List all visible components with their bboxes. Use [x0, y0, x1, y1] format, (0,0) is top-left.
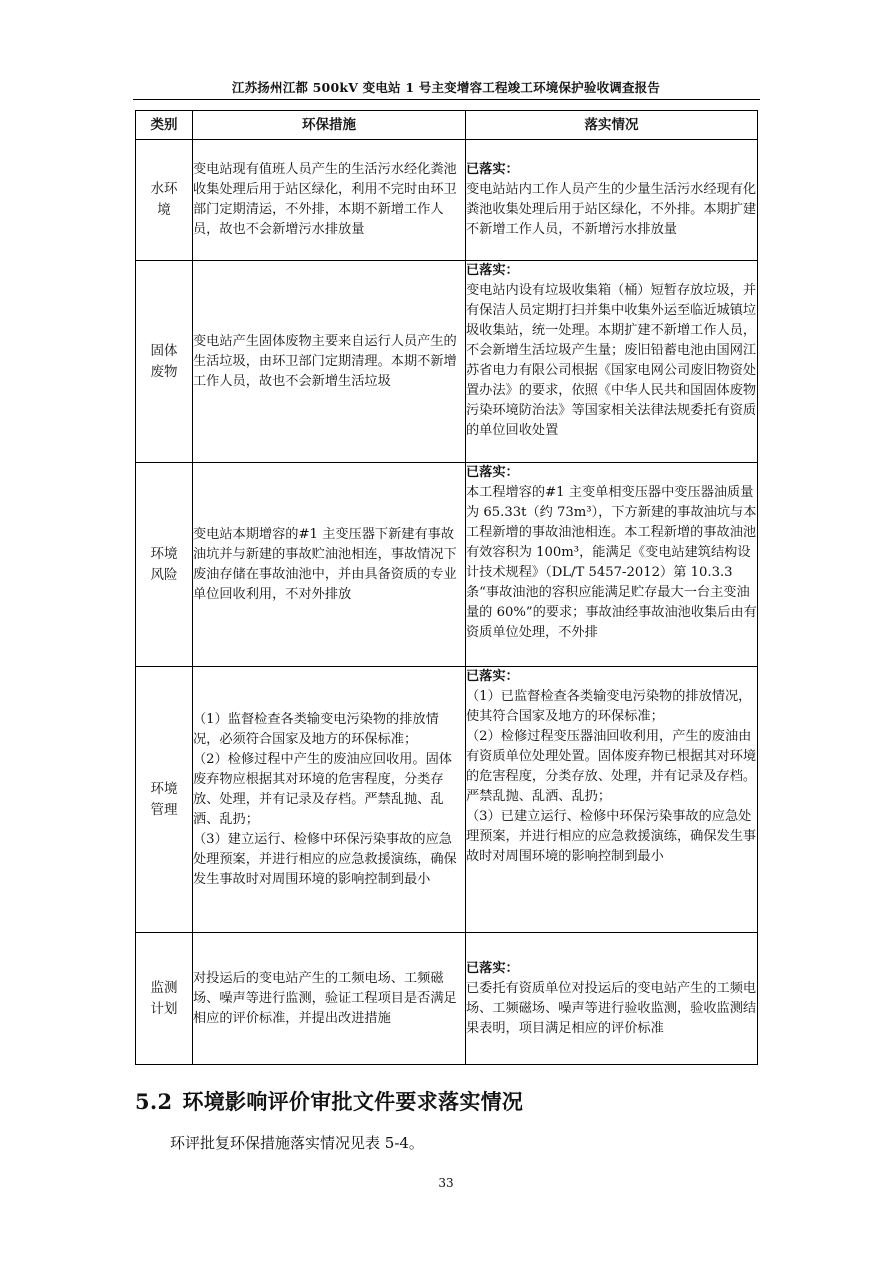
body-paragraph: 环评批复环保措施落实情况见表 5-4。	[170, 1134, 424, 1152]
table-row	[136, 463, 758, 667]
header-divider	[133, 99, 760, 100]
measure-cell: 变电站现有值班人员产生的生活污水经化粪池收集处理后用于站区绿化，利用不完时由环卫部门定期清运，不外排，本期不新增工作人员，故也不会新增污水排放量	[193, 140, 466, 261]
measure-cell: 对投运后的变电站产生的工频电场、工频磁场、噪声等进行监测，验证工程项目是否满足相应的评价标准，并提出改进措施	[193, 933, 466, 1065]
result-cell	[466, 463, 758, 667]
table-row	[136, 140, 758, 261]
measure-cell: 变电站产生固体废物主要来自运行人员产生的生活垃圾，由环卫部门定期清理。本期不新增工作人员，故也不会新增生活垃圾	[193, 261, 466, 463]
section-heading	[135, 1086, 523, 1116]
result-cell	[466, 261, 758, 463]
section-title: 环境影响评价审批文件要求落实情况	[182, 1089, 524, 1114]
result-text: 变电站内设有垃圾收集箱（桶）短暂存放垃圾，并有保洁人员定期打扫并集中收集外运至临近城镇垃圾收集站，统一处理。本期扩建不新增工作人员，不会新增生活垃圾产生量；废旧铅蓄电池由国网江苏省电力有限公司根据《国家电网公司废旧物资处置办法》的要求，依照《中华人民共和国固体废物污染环境防治法》等国家相关法律法规委托有资质的单位回收处置	[466, 283, 757, 438]
status-label: 已落实：	[466, 669, 519, 684]
result-text: 已委托有资质单位对投运后的变电站产生的工频电场、工频磁场、噪声等进行验收监测，验收监测结果表明，项目满足相应的评价标准	[466, 980, 757, 1036]
column-header-category: 类别	[136, 111, 193, 140]
page-number: 33	[438, 1176, 454, 1190]
status-label: 已落实：	[466, 465, 519, 480]
status-label: 已落实：	[466, 960, 519, 976]
result-cell	[466, 933, 758, 1065]
result-text: 本工程增容的#1 主变单相变压器中变压器油质量为 65.33t（约 73m³），下方新建的事故油坑与本工程新增的事故油池相连。本工程新增的事故油池有效容积为 100m³，能满足《变电站建筑结构设计技术规程》（DL/T 5457-2012）第 10.3.3 条“事故油池的容积应能满足贮存最大一台主变油量的 60%”的要求；事故油经事故油池收集后由有资质单位处理，不外排	[466, 485, 757, 640]
category-cell: 固体废物	[136, 261, 193, 463]
category-cell: 水环境	[136, 140, 193, 261]
page-header: 江苏扬州江都 500kV 变电站 1 号主变增容工程竣工环境保护验收调查报告	[231, 80, 661, 95]
result-cell	[466, 140, 758, 261]
column-header-result: 落实情况	[466, 111, 758, 140]
result-text: 变电站站内工作人员产生的少量生活污水经现有化粪池收集处理后用于站区绿化，不外排。本期扩建不新增工作人员，不新增污水排放量	[466, 182, 757, 237]
status-label: 已落实：	[466, 263, 519, 278]
status-label: 已落实：	[466, 162, 519, 177]
table-row	[136, 667, 758, 933]
category-cell: 监测计划	[136, 933, 193, 1065]
measure-cell: （1）监督检查各类输变电污染物的排放情况，必须符合国家及地方的环保标准； （2）检修过程中产生的废油应回收用。固体废弃物应根据其对环境的危害程度，分类存放、处理，并有记录及存档。严禁乱抛、乱洒、乱扔； （3）建立运行、检修中环保污染事故的应急处理预案，并进行相应的应急救援演练，确保发生事故时对周围环境的影响控制到最小	[193, 667, 466, 933]
column-header-measure: 环保措施	[193, 111, 466, 140]
result-text: （1）已监督检查各类输变电污染物的排放情况，使其符合国家及地方的环保标准； （2）检修过程变压器油回收利用，产生的废油由有资质单位处理处置。固体废弃物已根据其对环境的危害程度，分类存放、处理，并有记录及存档。严禁乱抛、乱洒、乱扔； （3）已建立运行、检修中环保污染事故的应急处理预案，并进行相应的应急救援演练，确保发生事故时对周围环境的影响控制到最小	[466, 689, 757, 864]
measure-cell: 变电站本期增容的#1 主变压器下新建有事故油坑并与新建的事故贮油池相连，事故情况下废油存储在事故油池中，并由具备资质的专业单位回收利用，不对外排放	[193, 463, 466, 667]
table-row	[136, 933, 758, 1065]
table-header-row	[136, 111, 758, 140]
section-number: 5.2	[135, 1089, 173, 1114]
result-cell	[466, 667, 758, 933]
measures-table	[135, 110, 758, 1065]
category-cell: 环境管理	[136, 667, 193, 933]
table-row	[136, 261, 758, 463]
category-cell: 环境风险	[136, 463, 193, 667]
